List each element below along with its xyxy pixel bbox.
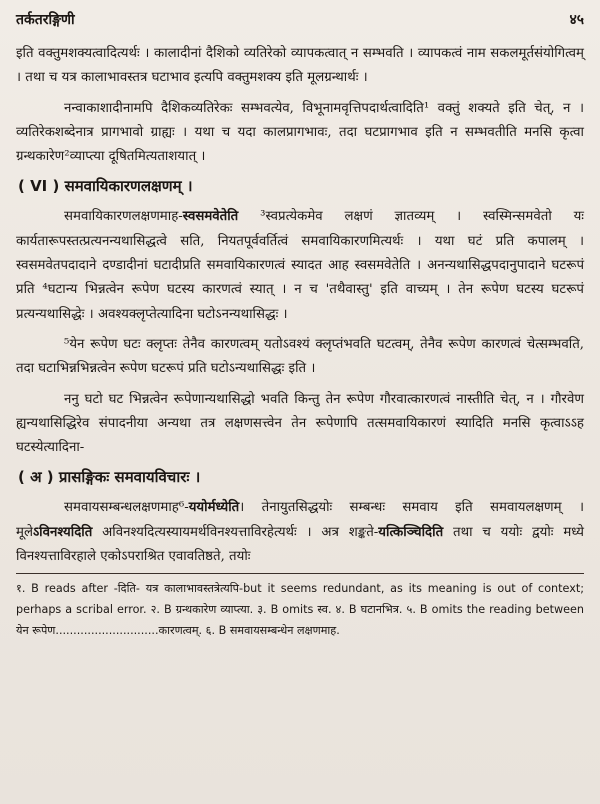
p6-lead: समवायसम्बन्धलक्षणमाह⁶- <box>64 500 189 516</box>
p3-rest: ³स्वप्रत्येकमेव लक्षणं ज्ञातव्यम् । स्वस्मिन्समवेतो यः कार्यतारूपस्तत्प्रत्यनन्यथासिद्धत्वे सति, नियतपूर्ववर्तित्वं समवायिकारणमित्यर्थः । यथा घटं प्रति कपालम् । स्वसमवेतपदादाने दण्डादीनां घटादीप्रति समवायिकारणत्वं स्यादत आह स्वसमवेतेति । अनन्यथासिद्धपदानुपादाने घटरूपं प्रति ⁴घटान्य भिन्नत्वेन रूपेण घटस्य कारणत्वं स्यात् । न च 'तथैवास्तु' इति वाच्यम् । तेन रूपेण घटस्य घटरूपं प्रत्यन्यथासिद्धेः । अवश्यक्लृप्तेत्यादिना घटोऽनन्यथासिद्धः । <box>16 209 584 322</box>
p6-mid: । तेनायुतसिद्धयोः सम्बन्धः समवाय इति समवायलक्षणम् । मूले <box>16 500 584 540</box>
p3-lead: समवायिकारणलक्षणमाह- <box>64 209 183 225</box>
paragraph-6 <box>16 496 584 569</box>
p6-keyword-2: ऽविनश्यदिति <box>32 524 93 540</box>
p6-keyword-3: यत्किञ्चिदिति <box>378 524 444 540</box>
p3-keyword: स्वसमवेतेति <box>182 209 239 225</box>
paragraph-4: ⁵येन रूपेण घटः क्लृप्तः तेनैव कारणत्वम् यतोऽवश्यं क्लृप्तंभवति घटत्वम्, तेनैव रूपेण कारणत्वं चेत्सम्भवति, तदा घटाभिन्नभिन्नत्वेन रूपेण घटरूपं प्रति घटोऽन्यथासिद्धः इति । <box>16 336 584 377</box>
p6-rest: तथा च ययोः द्वयोः मध्ये विनश्यत्ताविरहाले एकोऽपराश्रित एवावतिष्ठते, तयोः <box>16 524 584 565</box>
footnote-divider <box>16 573 584 574</box>
paragraph-3 <box>16 205 584 326</box>
running-title: तर्कतरङ्गिणी <box>16 12 75 28</box>
page-header <box>16 10 584 42</box>
section-heading-samavayikarana: ( VI ) समवायिकारणलक्षणम् । <box>18 177 193 196</box>
paragraph-1: इति वक्तुमशक्यत्वादित्यर्थः । कालादीनां दैशिको व्यतिरेको व्यापकत्वात् न सम्भवति । व्यापकत्वं नाम सकलमूर्तसंयोगित्वम् । तथा च यत्र कालाभावस्तत्र घटाभाव इत्यपि वक्तुमशक्य इति मूलग्रन्थार्थः । <box>16 46 584 86</box>
p6-mid-2: अविनश्यदित्यस्यायमर्थविनश्यत्ताविरहेत्यर्थः । अत्र शङ्कते- <box>92 524 379 540</box>
paragraph-5: ननु घटो घट भिन्नत्वेन रूपेणान्यथासिद्धो भवति किन्तु तेन रूपेण गौरवात्कारणत्वं नास्तीति चेत्, न । गौरवेण ह्यन्यथासिद्धिरेव संपादनीया अन्यथा तत्र लक्षणसत्त्वेन तेन रूपेणापि तत्समवायिकारणं स्यादिति मनसि कृत्वाऽऽह घटस्येत्यादिना- <box>16 391 584 456</box>
footnotes: १. B reads after -दिति- यत्र कालाभावस्तत्रेत्यपि-but it seems redundant, as its meaning is out of context; perhaps a scribal error. २. B ग्रन्थकारेण व्याप्त्या. ३. B omits स्व. ४. B घटानभित्र. ५. B omits the reading between येन रूपेण.............................कारणत्वम्. ६. B समवायसम्बन्धेन लक्षणमाह. <box>16 582 584 638</box>
page-number: ४५ <box>569 12 584 28</box>
section-heading-samavaya-vichara: ( अ ) प्रासङ्गिकः समवायविचारः । <box>18 468 201 487</box>
paragraph-2: नन्वाकाशादीनामपि दैशिकव्यतिरेकः सम्भवत्येव, विभूनामवृत्तिपदार्थत्वादिति¹ वक्तुं शक्यते इति चेत्, न । व्यतिरेकशब्देनात्र प्रागभावो ग्राह्यः । यथा च यदा कालप्रागभावः, तदा घटप्रागभाव इति न सम्भवतीति मनसि कृत्वा ग्रन्थकारेण²व्याप्त्या दूषितमित्यताशयात् । <box>16 100 584 165</box>
p6-keyword-1: ययोर्मध्येति <box>188 500 240 516</box>
